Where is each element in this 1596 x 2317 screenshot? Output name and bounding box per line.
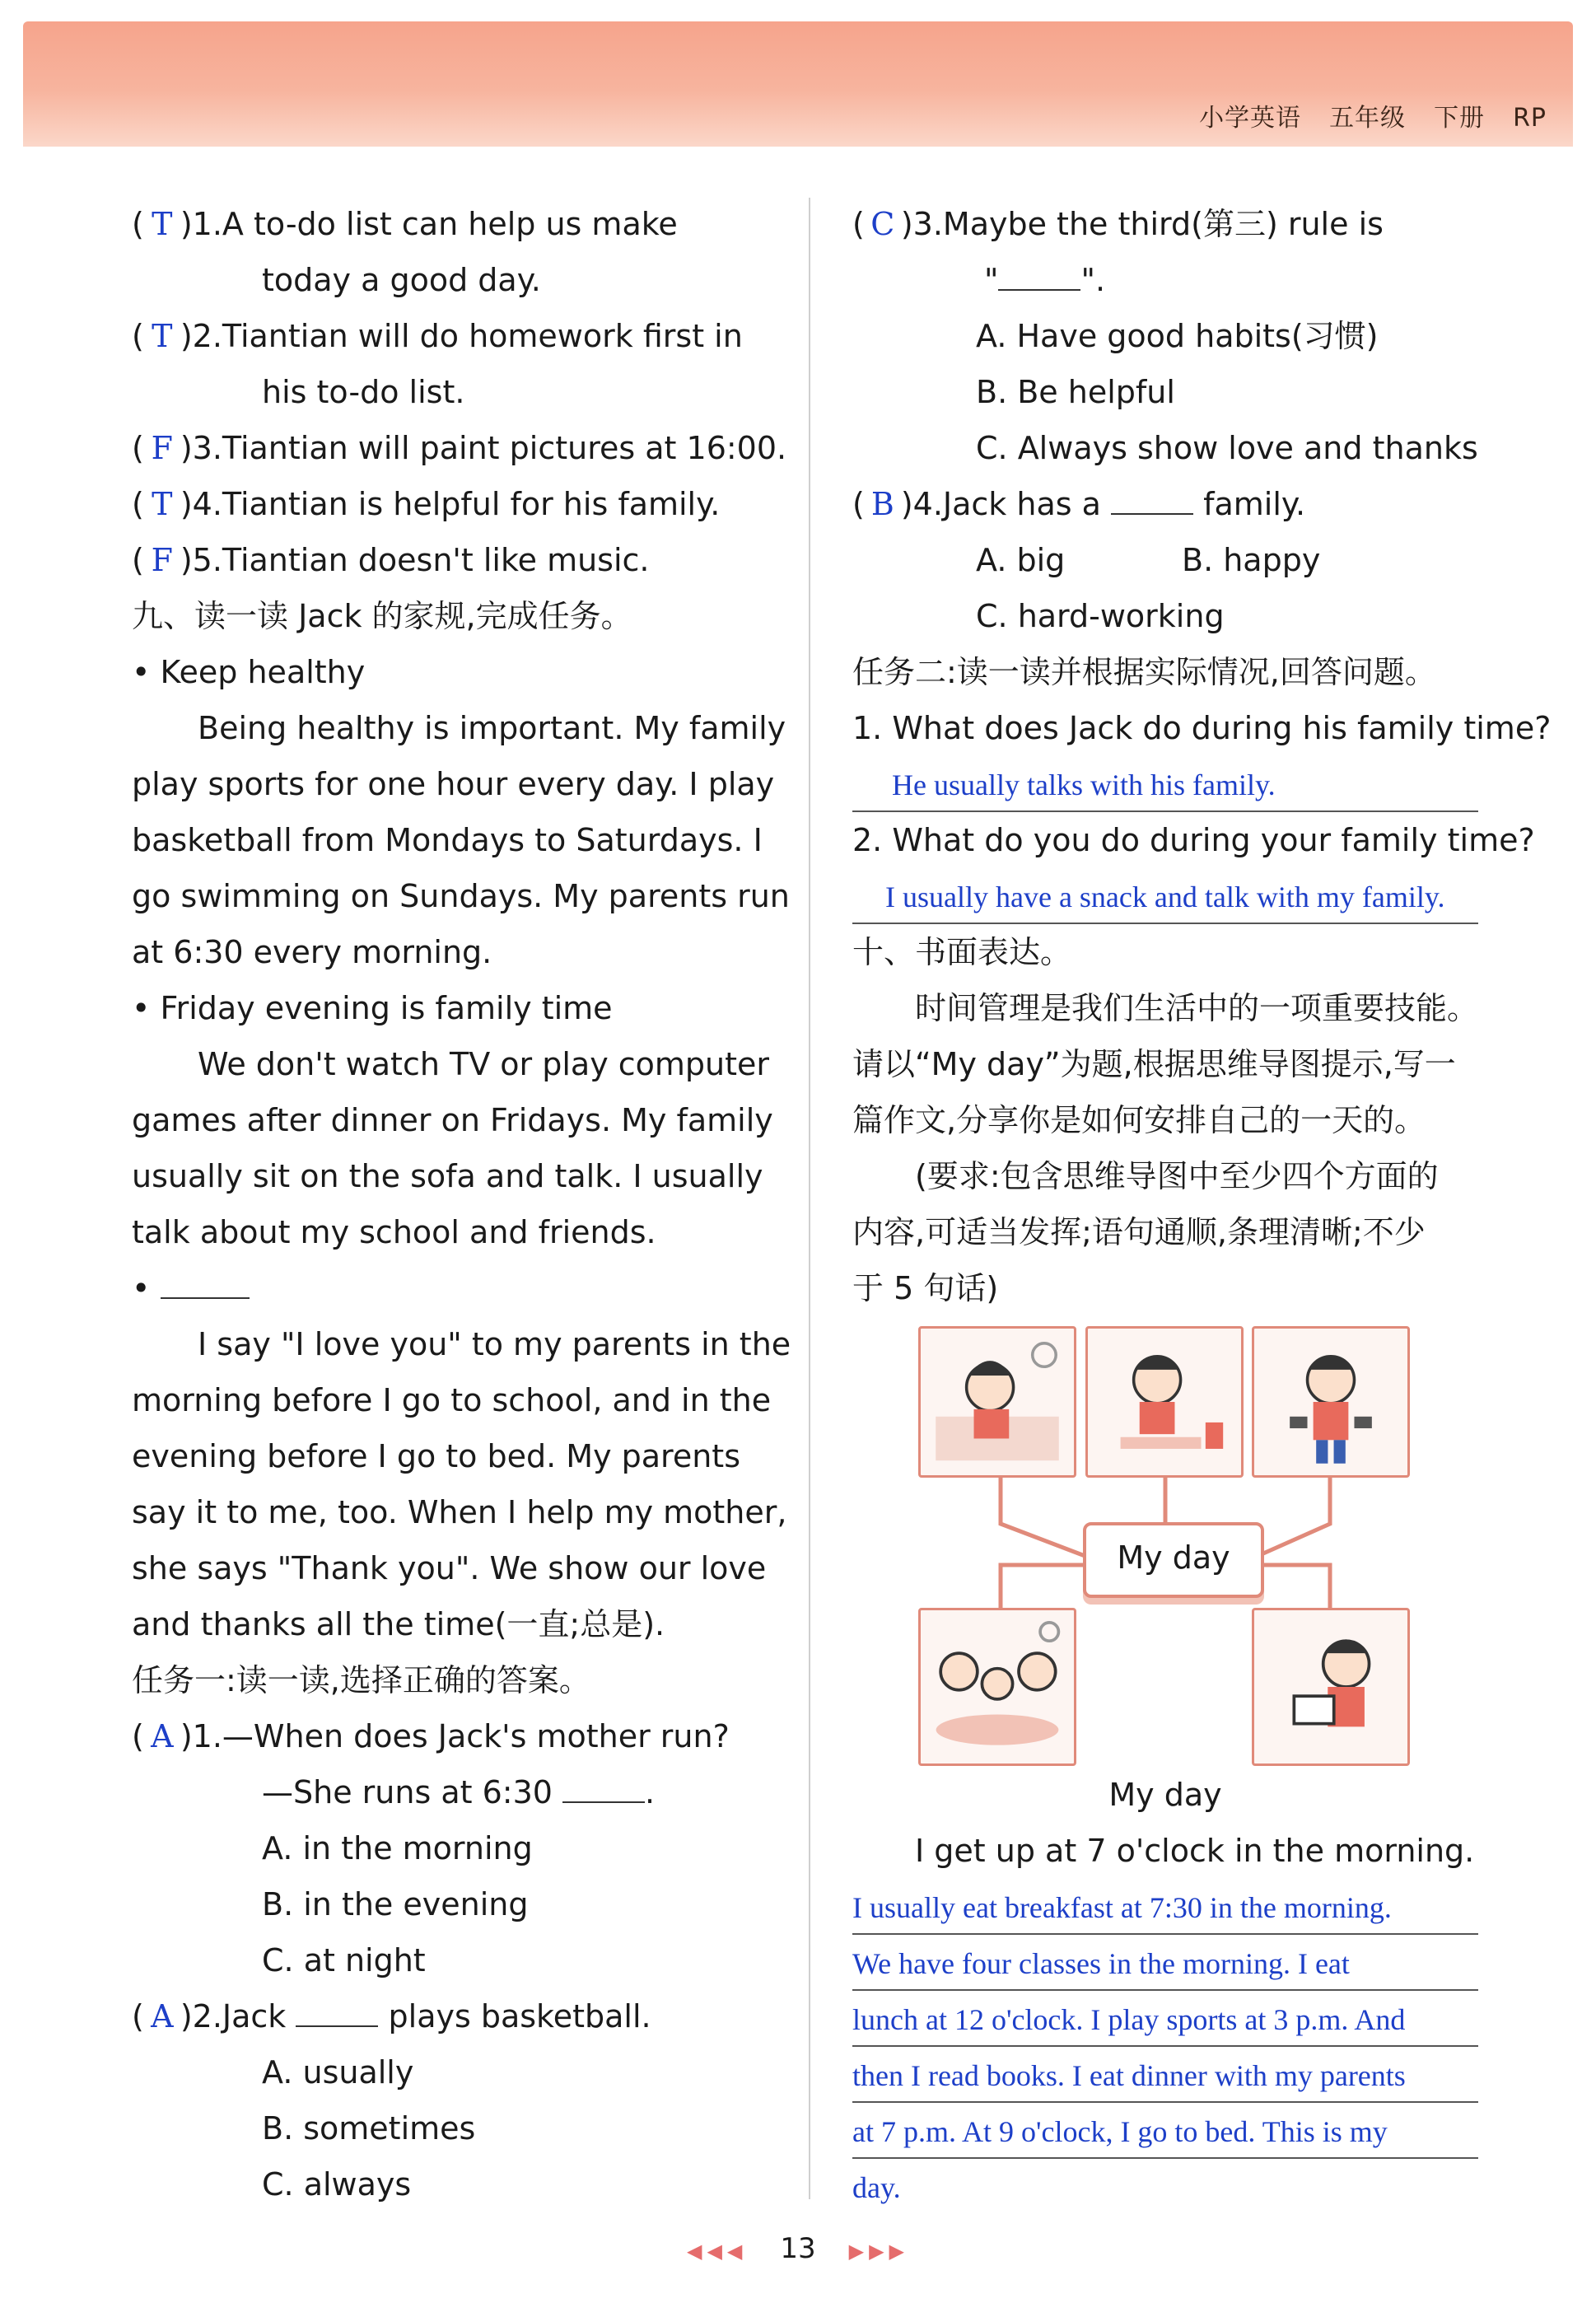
section-10-title: 十、书面表达。 (852, 934, 1072, 970)
prompt-line: 请以“My day”为题,根据思维导图提示,写一 (852, 1046, 1456, 1082)
tf-item: ( F )3.Tiantian will paint pictures at 16:00. (132, 420, 758, 476)
tf-item: ( T )1.A to-do list can help us make (132, 196, 758, 252)
fill-blank[interactable] (998, 256, 1080, 291)
option: C. hard-working (976, 598, 1225, 634)
prompt-line: (要求:包含思维导图中至少四个方面的 (915, 1158, 1439, 1194)
paragraph-line: talk about my school and friends. (132, 1214, 656, 1250)
prev-arrows-icon: ◀◀◀ (686, 2240, 748, 2263)
handwritten-answer: I usually have a snack and talk with my family. (852, 868, 1478, 924)
picture-get-up (918, 1326, 1076, 1478)
essay-line: We have four classes in the morning. I eat (852, 1935, 1478, 1991)
tf-item: ( T )4.Tiantian is helpful for his family. (132, 476, 758, 532)
tf-text: Tiantian is helpful for his family. (222, 486, 721, 522)
header-edition: RP (1513, 104, 1547, 133)
option: A. Have good habits(习惯) (976, 318, 1379, 354)
answer-mark: F (151, 430, 174, 466)
left-column (132, 196, 791, 2212)
mc-question-cont: —She runs at 6:30 . (132, 1764, 758, 1820)
answer-mark: T (152, 206, 173, 242)
essay-line: I usually eat breakfast at 7:30 in the morning. (852, 1879, 1478, 1935)
task2-question: 2. What do you do during your family time? (852, 822, 1535, 858)
paragraph-line: We don't watch TV or play computer (198, 1046, 770, 1082)
essay-line: day. (852, 2171, 901, 2204)
prompt-line: 内容,可适当发挥;语句通顺,条理清晰;不少 (852, 1214, 1426, 1250)
paragraph-line: morning before I go to school, and in the (132, 1382, 772, 1418)
mc-question: ( A )1.—When does Jack's mother run? (132, 1708, 758, 1764)
paragraph-line: I say "I love you" to my parents in the (198, 1326, 791, 1362)
answer-mark: A (151, 1718, 174, 1754)
fill-blank[interactable] (1111, 480, 1193, 515)
paragraph-line: go swimming on Sundays. My parents run (132, 878, 790, 914)
page-number: 13 (780, 2232, 816, 2265)
tf-text: Tiantian will do homework first in (222, 318, 743, 354)
tf-item: ( T )2.Tiantian will do homework first in (132, 308, 758, 364)
tf-text-cont: his to-do list. (262, 374, 465, 410)
right-column (852, 196, 1552, 1316)
header-term: 下册 (1434, 104, 1486, 133)
option: A. big (976, 542, 1066, 578)
task2-title: 任务二:读一读并根据实际情况,回答问题。 (852, 654, 1436, 690)
tf-text: Tiantian will paint pictures at 16:00. (222, 430, 787, 466)
picture-sports (1252, 1326, 1410, 1478)
essay-line: at 7 p.m. At 9 o'clock, I go to bed. This is my (852, 2103, 1478, 2159)
option: C. at night (262, 1942, 426, 1978)
breakfast-icon (1088, 1329, 1241, 1475)
fill-blank[interactable] (161, 1264, 250, 1299)
book-icon (1254, 1610, 1407, 1763)
paragraph-line: say it to me, too. When I help my mother, (132, 1494, 787, 1530)
rule-heading: • Keep healthy (132, 654, 366, 690)
next-arrows-icon: ▶▶▶ (848, 2240, 909, 2263)
mc-question: ( B )4.Jack has a family. (852, 476, 1478, 532)
prompt-line: 于 5 句话) (852, 1270, 999, 1306)
column-divider (809, 198, 810, 2199)
option: B. Be helpful (976, 374, 1175, 410)
mind-map-center: My day (1083, 1522, 1264, 1598)
essay (852, 1767, 1478, 2213)
header-subject: 小学英语 (1199, 104, 1302, 133)
essay-line: lunch at 12 o'clock. I play sports at 3 p.m. And (852, 1991, 1478, 2047)
header-grade: 五年级 (1329, 104, 1407, 133)
answer-mark: B (870, 486, 894, 522)
mc-question-cont: " ". (852, 252, 1478, 308)
paragraph-line: games after dinner on Fridays. My family (132, 1102, 773, 1138)
paragraph-line: play sports for one hour every day. I play (132, 766, 775, 802)
tf-item: ( F )5.Tiantian doesn't like music. (132, 532, 758, 588)
paragraph-line: Being healthy is important. My family (198, 710, 786, 746)
answer-mark: A (151, 1998, 174, 2034)
wake-up-icon (921, 1329, 1074, 1475)
option: A. in the morning (262, 1830, 533, 1866)
answer-mark: T (152, 318, 173, 354)
task1-title: 任务一:读一读,选择正确的答案。 (132, 1662, 590, 1698)
paragraph-line: evening before I go to bed. My parents (132, 1438, 740, 1474)
handwritten-answer: He usually talks with his family. (852, 756, 1478, 812)
tf-text-cont: today a good day. (262, 262, 541, 298)
option: B. in the evening (262, 1886, 529, 1922)
option-row (852, 532, 1478, 588)
prompt-line: 时间管理是我们生活中的一项重要技能。 (915, 990, 1479, 1026)
picture-dinner (918, 1608, 1076, 1766)
paragraph-line: at 6:30 every morning. (132, 934, 492, 970)
picture-reading (1252, 1608, 1410, 1766)
paragraph-line: and thanks all the time(一直;总是). (132, 1606, 665, 1642)
rule-heading-blank: • (132, 1260, 758, 1316)
dumbbell-icon (1254, 1329, 1407, 1475)
mind-map (918, 1326, 1412, 1763)
essay-line: then I read books. I eat dinner with my parents (852, 2047, 1478, 2103)
essay-first-line: I get up at 7 o'clock in the morning. (915, 1833, 1475, 1869)
option: C. Always show love and thanks (976, 430, 1478, 466)
option: B. sometimes (262, 2110, 476, 2146)
tf-text: Tiantian doesn't like music. (222, 542, 650, 578)
section-9-title: 九、读一读 Jack 的家规,完成任务。 (132, 598, 632, 634)
paragraph-line: usually sit on the sofa and talk. I usually (132, 1158, 763, 1194)
mc-question: ( A )2.Jack plays basketball. (132, 1988, 758, 2044)
essay-title: My day (1108, 1777, 1222, 1813)
tf-text: A to-do list can help us make (222, 206, 678, 242)
option: B. happy (1182, 542, 1321, 578)
task2-question: 1. What does Jack do during his family time? (852, 710, 1552, 746)
option: C. always (262, 2166, 412, 2203)
answer-mark: F (151, 542, 174, 578)
family-dinner-icon (921, 1610, 1074, 1763)
mc-question: ( C )3.Maybe the third(第三) rule is (852, 196, 1478, 252)
option: A. usually (262, 2054, 414, 2090)
fill-blank[interactable] (562, 1768, 645, 1803)
rule-heading: • Friday evening is family time (132, 990, 613, 1026)
picture-breakfast (1085, 1326, 1244, 1478)
page-footer (0, 2232, 1596, 2265)
paragraph-line: basketball from Mondays to Saturdays. I (132, 822, 763, 858)
fill-blank[interactable] (296, 1992, 378, 2027)
paragraph-line: she says "Thank you". We show our love (132, 1550, 767, 1586)
answer-mark: T (152, 486, 173, 522)
answer-mark: C (870, 206, 895, 242)
prompt-line: 篇作文,分享你是如何安排自己的一天的。 (852, 1102, 1426, 1138)
header-info (1171, 97, 1547, 133)
